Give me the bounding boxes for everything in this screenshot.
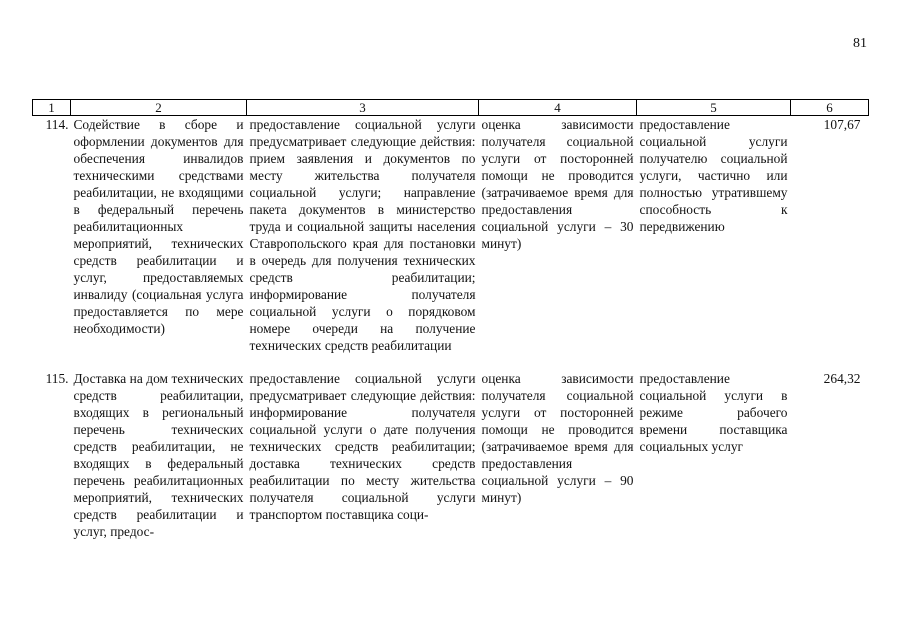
column-header-3: 3 [247,100,479,116]
service-content: предоставление социальной услуги предусматривает следующие действия: информирование получателя социальной услуги о дате получения технических средств реабилитации; доставка технических средств реабилитации по месту жительства получателя социальной услуги транспортом поставщика соци- [249,371,476,522]
table-row [33,370,869,540]
service-conditions: предоставление социальной услуги в режиме рабочего времени поставщика социальных услуг [639,371,788,454]
service-content: предоставление социальной услуги предусматривает следующие действия: прием заявления и документов по месту жительства получателя социальной услуги; направление пакета документов в министерство труда и социальной защиты населения Ставропольского края для постановки в очередь для получения технических средств реабилитации; информирование получателя социальной услуги о порядковом номере очереди на получение технических средств реабилитации [249,117,476,353]
row-number: 115. [45,371,69,386]
services-table [32,99,869,540]
column-header-6: 6 [791,100,869,116]
service-conditions: предоставление социальной услуги получателю социальной услуги, частично или полностью утратившему способность к передвижению [639,117,788,234]
table-header-row [33,100,869,116]
service-standard: оценка зависимости получателя социальной услуги от посторонней помощи не проводится (затрачиваемое время для предоставления социальной услуги – 30 минут) [481,117,634,251]
column-header-4: 4 [479,100,637,116]
service-name: Доставка на дом технических средств реабилитации, входящих в региональный перечень технических средств реабилитации, не входящих в федеральный перечень реабилитационных мероприятий, технических средств реабилитации и услуг, предос- [73,371,244,539]
service-name: Содействие в сборе и оформлении документов для обеспечения инвалидов техническими средствами реабилитации, не входящими в федеральный перечень реабилитационных мероприятий, технических средств реабилитации и услуг, предоставляемых инвалиду (социальная услуга предоставляется по мере необходимости) [73,117,244,336]
column-header-1: 1 [33,100,71,116]
service-cost: 264,32 [823,371,861,386]
column-header-2: 2 [71,100,247,116]
service-standard: оценка зависимости получателя социальной услуги от посторонней помощи не проводится (затрачиваемое время для предоставления социальной услуги – 90 минут) [481,371,634,505]
row-spacer [33,354,869,370]
service-cost: 107,67 [823,117,861,132]
page-number: 81 [853,36,867,51]
column-header-5: 5 [637,100,791,116]
table-row [33,116,869,355]
row-number: 114. [45,117,69,132]
